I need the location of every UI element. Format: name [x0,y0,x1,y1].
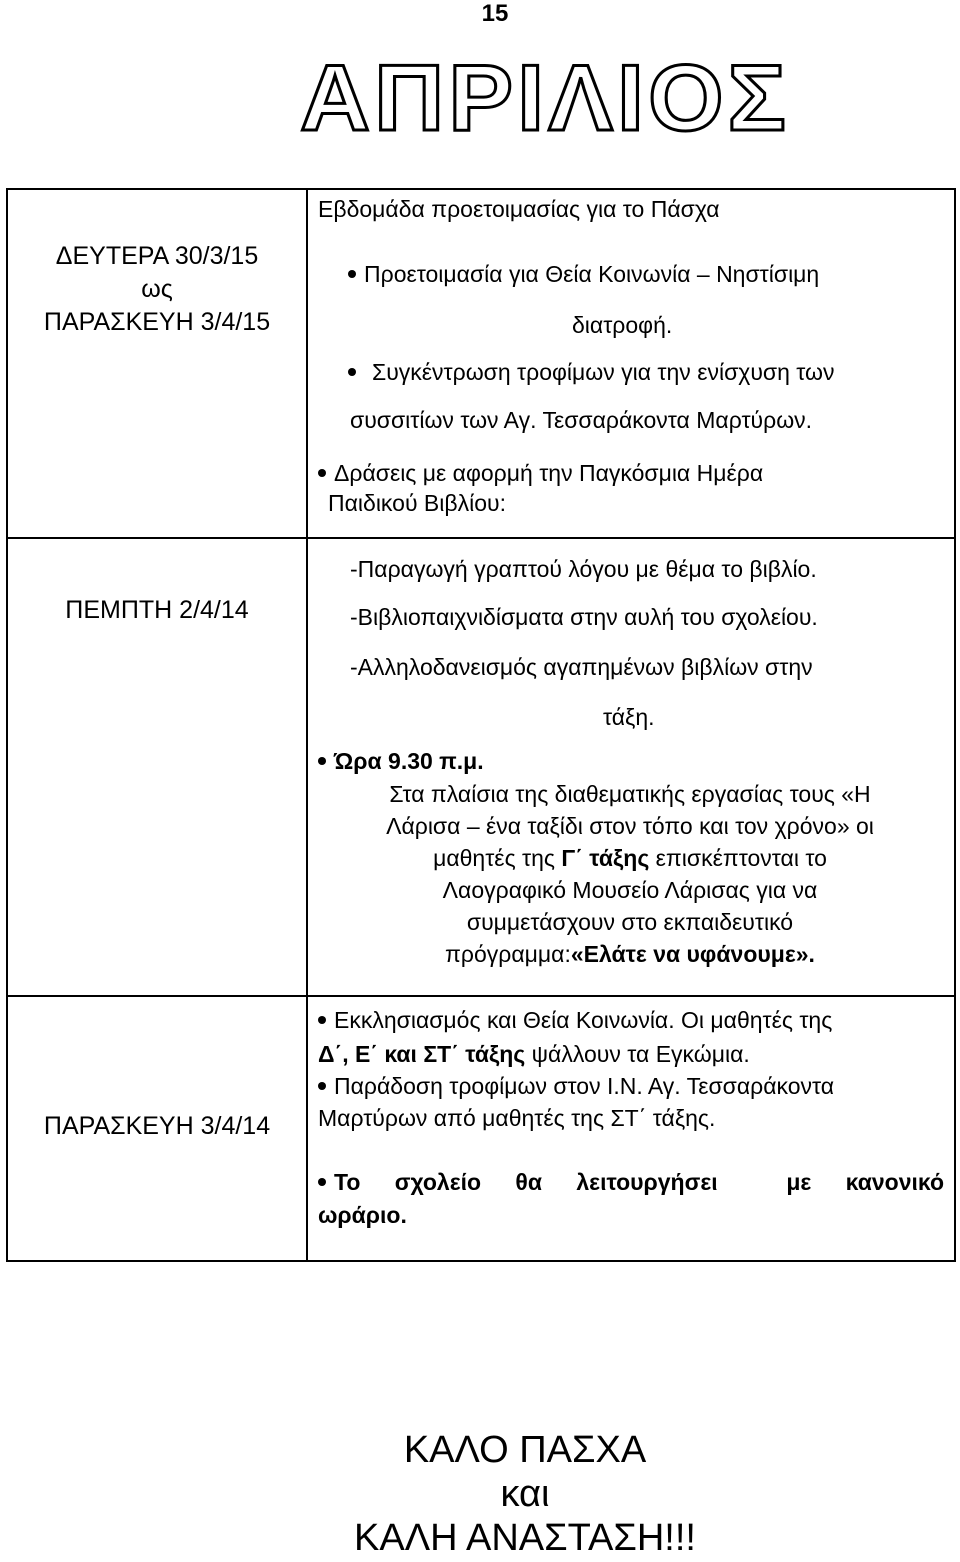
row2-para-line5: συμμετάσχουν στο εκπαιδευτικό [466,909,794,935]
row3-item2 [318,1071,834,1102]
row2-time-text: Ώρα 9.30 π.μ. [334,748,484,774]
table-column-divider [306,188,308,1262]
row2-para-line6-pre: πρόγραμμα: [445,941,571,967]
month-title-text: ΑΠΡΙΛΙΟΣ [300,45,790,150]
row3-item1-line1: Εκκλησιασμός και Θεία Κοινωνία. Οι μαθητές της [334,1007,833,1033]
row2-dash3-line2: τάξη. [603,704,655,730]
row2-para-line6-bold: «Ελάτε να υφάνουμε». [570,941,815,967]
row2-time [318,746,484,777]
row3-date [8,1110,306,1143]
row2-para-line6 [330,938,930,970]
row1-item2-line1: Συγκέντρωση τροφίμων για την ενίσχυση των [372,359,835,385]
month-title-graphic [200,45,890,150]
row3-date-line1: ΠΑΡΑΣΚΕΥΗ 3/4/14 [43,1112,271,1140]
bullet-icon [318,469,326,477]
table-row-divider-1 [6,537,956,539]
row1-item3-line1: Δράσεις με αφορμή την Παγκόσμια Ημέρα [334,460,764,486]
table-border-right [954,188,956,1262]
row2-date [8,594,306,627]
row3-item1-line2 [318,1039,750,1070]
row1-item1-line1: Προετοιμασία για Θεία Κοινωνία – Νηστίσιμη [364,261,820,287]
bullet-icon [348,368,356,376]
bullet-icon [318,1082,326,1090]
easter-greeting [290,1430,760,1558]
row1-date-line1: ΔΕΥΤΕΡΑ 30/3/15 [55,242,259,270]
table-border-left [6,188,8,1262]
row3-item1 [318,1005,832,1036]
row3-item1-line2-post: ψάλλουν τα Εγκώμια. [525,1041,750,1067]
row2-para-line3-post: επισκέπτονται το [649,845,827,871]
row2-dash1: -Παραγωγή γραπτού λόγου με θέμα το βιβλίο. [350,556,817,582]
row3-item3-line1: Το σχολείο θα λειτουργήσει με κανονικό [334,1169,944,1195]
row2-para-line1: Στα πλαίσια της διαθεματικής εργασίας τους «Η [389,781,871,807]
row2-para-line3-bold: Γ΄ τάξης [561,845,650,871]
bullet-icon [318,1016,326,1024]
greeting-line3: ΚΑΛΗ ΑΝΑΣΤΑΣΗ!!! [354,1517,696,1559]
row1-item2 [348,357,835,388]
row2-para-line3 [330,842,930,874]
row1-date [8,240,306,339]
row1-item2-line2: συσσιτίων των Αγ. Τεσσαράκοντα Μαρτύρων. [350,407,813,433]
row2-para-line3-pre: μαθητές της [433,845,562,871]
bullet-icon [318,1178,326,1186]
greeting-line1: ΚΑΛΟ ΠΑΣΧΑ [403,1429,647,1471]
row3-item3-line1-wrap [318,1167,944,1198]
row2-date-line1: ΠΕΜΠΤΗ 2/4/14 [65,596,249,624]
row2-dash2: -Βιβλιοπαιχνιδίσματα στην αυλή του σχολείου. [350,604,818,630]
row1-item3-line2: Παιδικού Βιβλίου: [328,490,506,516]
table-border-bottom [6,1260,956,1262]
table-row-divider-2 [6,995,956,997]
row3-item3-line2: ωράριο. [318,1202,407,1228]
row1-item1-line2: διατροφή. [572,312,673,338]
table-border-top [6,188,956,190]
greeting-line2: και [500,1473,550,1515]
bullet-icon [348,270,356,278]
row1-heading: Εβδομάδα προετοιμασίας για το Πάσχα [318,196,720,222]
row1-date-line2: ως [141,275,173,303]
bullet-icon [318,757,326,765]
row1-date-line3: ΠΑΡΑΣΚΕΥΗ 3/4/15 [43,308,271,336]
row2-dash3-line1: -Αλληλοδανεισμός αγαπημένων βιβλίων στην [350,654,813,680]
row3-item1-line2-bold: Δ΄, Ε΄ και ΣΤ΄ τάξης [318,1041,526,1067]
month-title [200,45,890,150]
page-number: 15 [481,0,509,27]
row2-paragraph [330,778,930,970]
row2-para-line2: Λάρισα – ένα ταξίδι στον τόπο και τον χρόνο» οι [386,813,874,839]
row3-item3 [318,1167,944,1231]
row2-para-line4: Λαογραφικό Μουσείο Λάρισας για να [442,877,818,903]
row1-item3 [318,458,763,489]
row3-item2-line1: Παράδοση τροφίμων στον Ι.Ν. Αγ. Τεσσαράκοντα [334,1073,835,1099]
row3-item2-line2: Μαρτύρων από μαθητές της ΣΤ΄ τάξης. [318,1105,716,1131]
row1-item1 [348,259,819,290]
